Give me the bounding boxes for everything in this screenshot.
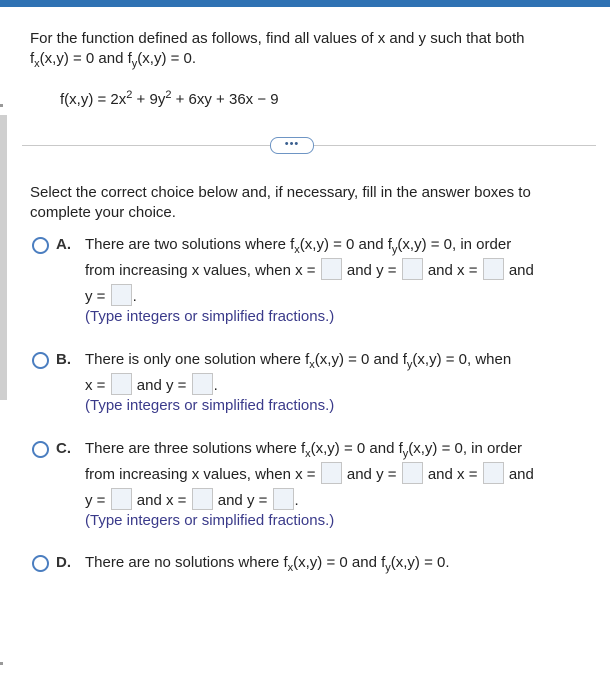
scroll-down-marker	[0, 662, 3, 665]
radio-a[interactable]	[32, 237, 49, 254]
answer-box-c-y2[interactable]	[111, 488, 132, 510]
answer-box-c-x1[interactable]	[321, 462, 342, 484]
answer-box-a-y2[interactable]	[111, 284, 132, 306]
answer-box-c-x2[interactable]	[483, 462, 504, 484]
hint-text: (Type integers or simplified fractions.)	[85, 512, 335, 529]
answer-box-b-x[interactable]	[111, 373, 132, 395]
answer-box-a-x1[interactable]	[321, 258, 342, 280]
answer-box-a-x2[interactable]	[483, 258, 504, 280]
hint-text: (Type integers or simplified fractions.)	[85, 397, 335, 414]
answer-box-c-y1[interactable]	[402, 462, 423, 484]
answer-box-a-y1[interactable]	[402, 258, 423, 280]
radio-c[interactable]	[32, 441, 49, 458]
question-text: For the function defined as follows, find all values of x and y such that both $f_x(x,y) = 0$ and $f_y(x,y) = 0$.	[30, 30, 525, 70]
scrollbar[interactable]	[0, 115, 7, 400]
expand-button[interactable]: •••	[270, 137, 314, 154]
radio-b[interactable]	[32, 352, 49, 369]
hint-text: (Type integers or simplified fractions.)	[85, 308, 335, 325]
function-formula: $f(x,y) = 2x^2 + 9y^2 + 6xy + 36x - 9$	[60, 89, 279, 108]
top-accent-bar	[0, 0, 610, 7]
scroll-up-marker	[0, 104, 3, 107]
instructions: Select the correct choice below and, if necessary, fill in the answer boxes to complete your choice.	[30, 184, 531, 221]
radio-d[interactable]	[32, 555, 49, 572]
answer-box-b-y[interactable]	[192, 373, 213, 395]
answer-box-c-y3[interactable]	[273, 488, 294, 510]
answer-box-c-x3[interactable]	[192, 488, 213, 510]
